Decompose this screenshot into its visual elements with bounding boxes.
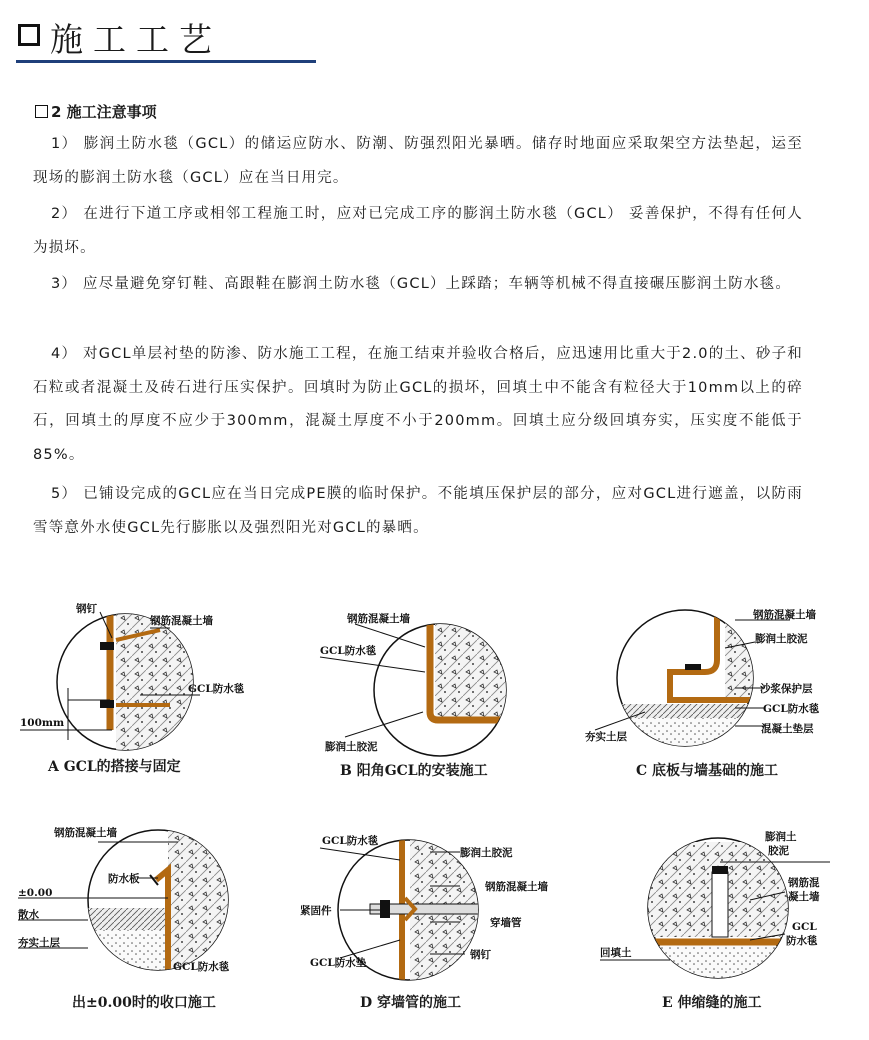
figure-f-joint (600, 822, 860, 982)
paragraph-5: 5） 已铺设完成的GCL应在当日完成PE膜的临时保护。不能填压保护层的部分，应对GCL进行遮盖，以防雨雪等意外水使GCL先行膨胀以及强烈阳光对GCL的暴晒。 (33, 486, 803, 536)
caption-c: C 底板与墙基础的施工 (636, 763, 779, 779)
label-c-cushion: 混凝土垫层 (761, 723, 814, 735)
caption-d: 出±0.00时的收口施工 (72, 995, 216, 1011)
page-title: 施工工艺 (50, 20, 222, 59)
square-icon (35, 105, 48, 118)
label-a-100mm: 100mm (20, 717, 65, 729)
label-c-wall: 钢筋混凝土墙 (753, 609, 816, 621)
label-a-nail: 钢钉 (76, 603, 97, 615)
section-title-text: 2 施工注意事项 (51, 103, 157, 121)
figure-c-base (585, 600, 855, 750)
label-a-gcl: GCL防水毯 (188, 683, 245, 695)
label-d-apron: 散水 (18, 909, 39, 921)
label-d-board: 防水板 (108, 873, 140, 885)
label-f-bentonite: 膨润土 (765, 831, 797, 843)
label-f-gcl-2: 防水毯 (786, 935, 818, 947)
caption-e: D 穿墙管的施工 (360, 995, 462, 1011)
figure-b-corner (295, 612, 535, 757)
header-square-icon (18, 24, 40, 46)
caption-b: B 阳角GCL的安装施工 (340, 763, 488, 779)
label-b-gcl: GCL防水毯 (320, 645, 377, 657)
paragraph-4: 4） 对GCL单层衬垫的防渗、防水施工工程，在施工结束并验收合格后，应迅速用比重大于2.0的土、砂子和石粒或者混凝土及砖石进行压实保护。回填时为防止GCL的损坏，回填土中不能含有粒径大于10mm以上的碎石，回填土的厚度不应少于300mm，混凝土厚度不小于200mm。回填土应分级回填夯实，压实度不能低于85%。 (33, 346, 803, 463)
label-d-gcl: GCL防水毯 (173, 961, 230, 973)
label-e-wall: 钢筋混凝土墙 (485, 881, 548, 893)
label-e-nail: 钢钉 (470, 949, 491, 961)
label-b-wall: 钢筋混凝土墙 (347, 613, 410, 625)
caption-f: E 伸缩缝的施工 (662, 995, 762, 1011)
figure-d-closure (18, 820, 258, 980)
label-d-elevation: ±0.00 (18, 887, 53, 899)
figure-a-gcl-lap (20, 600, 260, 755)
label-b-paste: 膨润土胶泥 (325, 741, 378, 753)
paragraph-2: 2） 在进行下道工序或相邻工程施工时，应对已完成工序的膨润土防水毯（GCL） 妥善保护，不得有任何人为损坏。 (33, 206, 803, 256)
label-c-gcl: GCL防水毯 (763, 703, 820, 715)
label-a-wall: 钢筋混凝土墙 (150, 615, 213, 627)
label-f-wall-2: 凝土墙 (788, 891, 820, 903)
label-e-pipe: 穿墙管 (490, 917, 522, 929)
paragraph-3: 3） 应尽量避免穿钉鞋、高跟鞋在膨润土防水毯（GCL）上踩踏；车辆等机械不得直接碾压膨润土防水毯。 (51, 276, 792, 292)
header-underline (16, 60, 316, 63)
paragraph-1: 1） 膨润土防水毯（GCL）的储运应防水、防潮、防强烈阳光暴晒。储存时地面应采取架空方法垫起，运至现场的膨润土防水毯（GCL）应在当日用完。 (33, 136, 803, 186)
label-c-mortar: 沙浆保护层 (760, 683, 813, 695)
label-d-wall: 钢筋混凝土墙 (54, 827, 117, 839)
caption-a: A GCL的搭接与固定 (48, 759, 181, 775)
label-f-gcl-1: GCL (792, 921, 817, 933)
label-d-soil: 夯实土层 (18, 937, 60, 949)
figure-e-pipe (300, 830, 580, 985)
section-title (35, 101, 157, 122)
label-e-paste: 膨润土胶泥 (460, 847, 513, 859)
label-e-gcl: GCL防水毯 (322, 835, 379, 847)
label-f-backfill: 回填土 (600, 947, 632, 959)
label-e-fastener: 紧固件 (300, 905, 332, 917)
label-e-pad: GCL防水垫 (310, 957, 367, 969)
label-f-wall-1: 钢筋混 (788, 877, 820, 889)
label-c-soil: 夯实土层 (585, 731, 627, 743)
label-c-paste: 膨润土胶泥 (755, 633, 808, 645)
label-f-paste: 胶泥 (768, 845, 789, 857)
